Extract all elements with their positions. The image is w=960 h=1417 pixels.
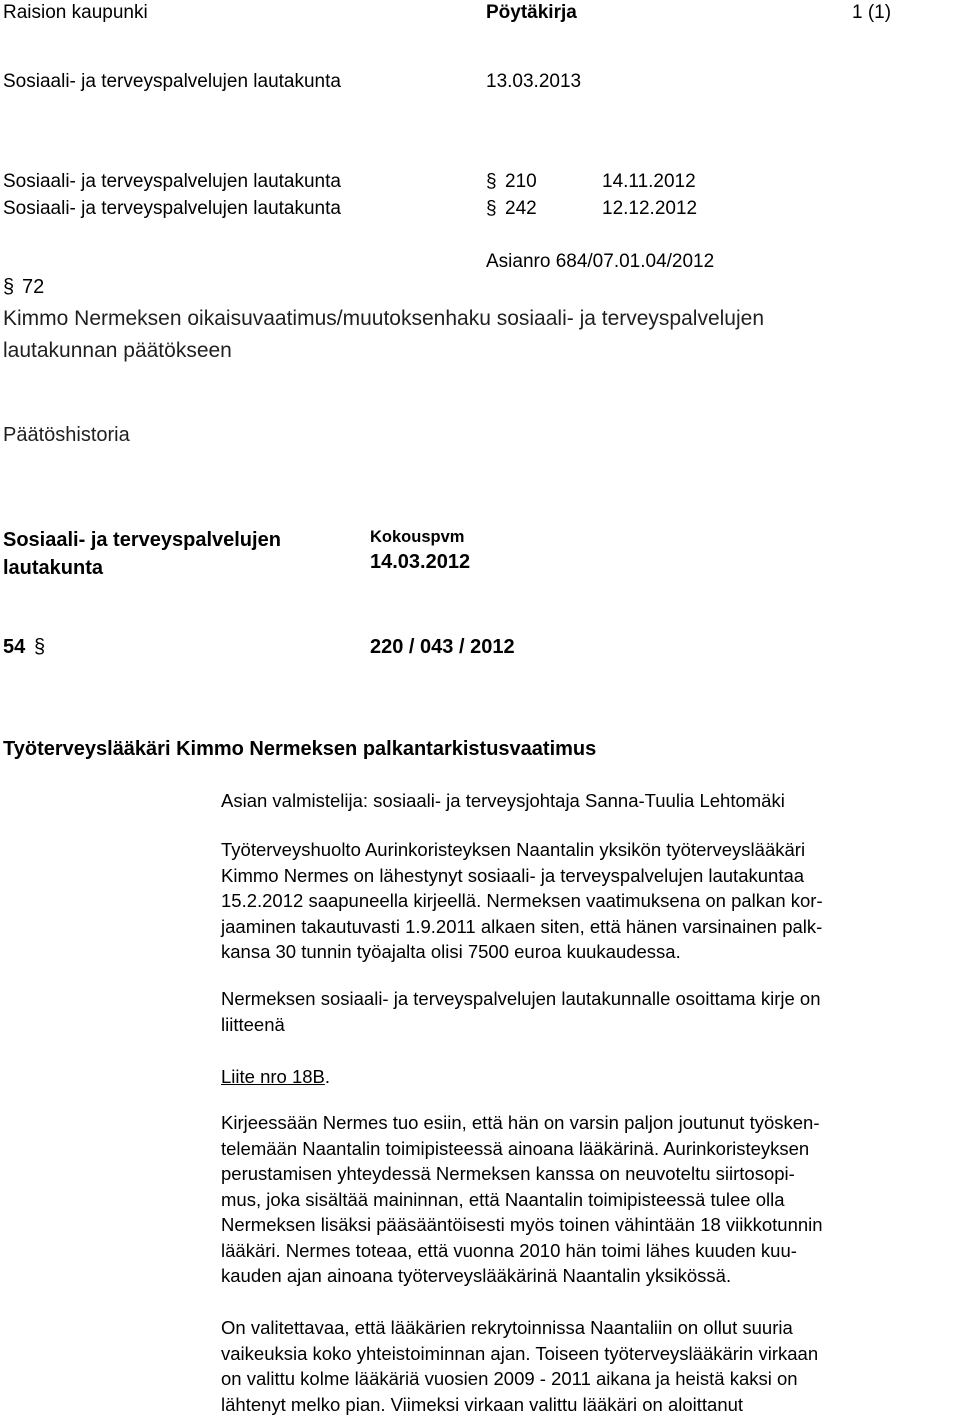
item-number: 72 — [22, 276, 45, 298]
paragraph-3: Kirjeessään Nermes tuo esiin, että hän on varsin paljon joutunut työsken- telemään Naantalin toimipisteessä ainoana lääkärinä. Aurinkoristeyksen perustamisen yhteydessä Nermeksen kanssa on neuvoteltu siirtosopi- mus, joka sisältää maininnan, että Naantalin toimipisteessä tulee olla Nermeksen lisäksi pääsääntöisesti myös toinen vähintään 18 viikkotunnin lääkäri. Nermes toteaa, että vuonna 2010 hän toimi lähes kuuden kuu- kauden ajan ainoana työterveyslääkärinä Naantalin yksikössä. — [221, 1112, 823, 1286]
history-ref-date: 12.12.2012 — [602, 198, 698, 219]
header-date: 13.03.2013 — [486, 71, 582, 92]
history-ref-committee: Sosiaali- ja terveyspalvelujen lautakunta — [3, 198, 341, 219]
preparer-line: Asian valmistelija: sosiaali- ja terveysjohtaja Sanna-Tuulia Lehtomäki — [221, 790, 785, 811]
history-subject: Työterveyslääkäri Kimmo Nermeksen palkantarkistusvaatimus — [3, 738, 597, 760]
history-committee-line2: lautakunta — [3, 557, 104, 579]
paragraph-2: Nermeksen sosiaali- ja terveyspalvelujen lautakunnalle osoittama kirje on liitteenä — [221, 988, 821, 1035]
item-title-line1: Kimmo Nermeksen oikaisuvaatimus/muutoksenhaku sosiaali- ja terveyspalvelujen — [3, 307, 765, 330]
case-number: Asianro 684/07.01.04/2012 — [486, 251, 715, 272]
paragraph-4: On valitettavaa, että lääkärien rekrytoinnissa Naantaliin on ollut suuria vaikeuksia koko yhteistoiminnan ajan. Toiseen työterveyslääkärin virkaan on valittu kolme lääkäriä vuosien 2009 - 2011 aikana ja heistä kaksi on lähtenyt melko pian. Viimeksi virkaan valittu lääkäri on aloittanut — [221, 1317, 819, 1415]
section-sign: § — [486, 198, 497, 219]
history-ref-date: 14.11.2012 — [602, 171, 696, 192]
attachment-line: Liite nro 18B. — [221, 1066, 331, 1087]
history-committee-line1: Sosiaali- ja terveyspalvelujen — [3, 529, 281, 551]
item-section-sign: § — [3, 276, 15, 298]
attachment-link[interactable]: Liite nro 18B — [221, 1066, 325, 1087]
org-name: Raision kaupunki — [3, 2, 148, 23]
item-title-line2: lautakunnan päätökseen — [3, 339, 232, 362]
meeting-date-label: Kokouspvm — [370, 528, 465, 546]
history-ref-number: 242 — [505, 198, 537, 219]
doc-type: Pöytäkirja — [486, 2, 577, 23]
decision-history-label: Päätöshistoria — [3, 424, 130, 446]
meeting-date: 14.03.2012 — [370, 551, 471, 573]
header-committee: Sosiaali- ja terveyspalvelujen lautakunta — [3, 71, 341, 92]
history-ref-committee: Sosiaali- ja terveyspalvelujen lautakunta — [3, 171, 341, 192]
page-number: 1 (1) — [852, 2, 892, 23]
history-ref-number: 210 — [505, 171, 537, 192]
paragraph-1: Työterveyshuolto Aurinkoristeyksen Naantalin yksikön työterveyslääkäri Kimmo Nermes on lähestynyt sosiaali- ja terveyspalvelujen lautakuntaa 15.2.2012 saapuneella kirjeellä. Nermeksen vaatimuksena on palkan kor- jaaminen takautuvasti 1.9.2011 alkaen siten, että hänen varsinainen palk- kansa 30 tunnin työajalta olisi 7500 euroa kuukaudessa. — [221, 839, 823, 962]
history-section-sign: § — [34, 636, 46, 658]
section-sign: § — [486, 171, 497, 192]
history-item-number: 54 — [3, 636, 26, 658]
history-ref-number: 220 / 043 / 2012 — [370, 636, 515, 658]
